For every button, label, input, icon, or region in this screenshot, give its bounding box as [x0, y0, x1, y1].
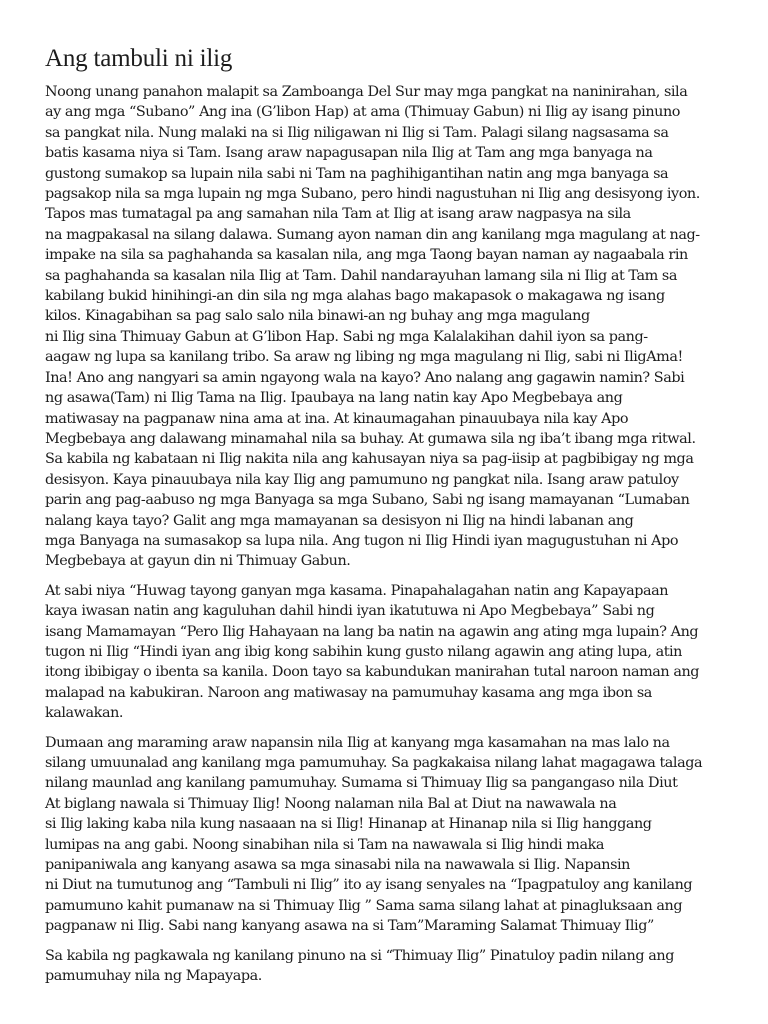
- text-line: At sabi niya “Huwag tayong ganyan mga kasama. Pinapahalagahan natin ang Kapayapaan: [45, 582, 669, 599]
- text-line: sa paghahanda sa kasalan nila Ilig at Tam. Dahil nandarayuhan lamang sila ni Ilig at Tam sa: [45, 267, 677, 284]
- text-line: pagsakop nila sa mga lupain ng mga Subano, pero hindi nagustuhan ni Ilig ang desisyong iyon.: [45, 186, 700, 203]
- text-line: itong ibibigay o ibenta sa kanila. Doon tayo sa kabundukan manirahan tutal naroon naman ang: [45, 664, 700, 681]
- text-line: kabilang bukid hinihingi-an din sila ng mga alahas bago makapasok o makagawa ng isang: [45, 288, 665, 305]
- text-line: sa pangkat nila. Nung malaki na si Ilig niligawan ni Ilig si Tam. Palagi silang nagsasama sa: [45, 124, 669, 141]
- text-line: panipaniwala ang kanyang asawa sa mga sinasabi nila na nawawala si Ilig. Napansin: [45, 857, 630, 874]
- text-line: At biglang nawala si Thimuay Ilig! Noong nalaman nila Bal at Diut na nawawala na: [45, 795, 617, 812]
- text-line: Dumaan ang maraming araw napansin nila Ilig at kanyang mga kasamahan na mas lalo na: [45, 734, 670, 751]
- text-line: Tapos mas tumatagal pa ang samahan nila Tam at Ilig at isang araw nagpasya na sila: [45, 206, 631, 223]
- text-line: malapad na kabukiran. Naroon ang matiwasay na pamumuhay kasama ang mga ibon sa: [45, 684, 652, 701]
- text-line: ng asawa(Tam) ni Ilig Tama na Ilig. Ipaubaya na lang natin kay Apo Megbebaya ang: [45, 390, 623, 407]
- text-line: Megbebaya ang dalawang minamahal nila sa buhay. At gumawa sila ng iba’t ibang mga ritwal.: [45, 430, 696, 447]
- text-line: Ina! Ano ang nangyari sa amin ngayong wala na kayo? Ano nalang ang gagawin namin? Sabi: [45, 369, 685, 386]
- text-line: batis kasama niya si Tam. Isang araw napagusapan nila Ilig at Tam ang mga banyaga na: [45, 145, 653, 162]
- text-line: pamumuhay nila ng Mapayapa.: [45, 968, 262, 985]
- text-line: Megbebaya at gayun din ni Thimuay Gabun.: [45, 553, 351, 570]
- text-line: desisyon. Kaya pinauubaya nila kay Ilig ang pamumuno ng pangkat nila. Isang araw patuloy: [45, 471, 679, 488]
- text-line: parin ang pag-aabuso ng mga Banyaga sa mga Subano, Sabi ng isang mamayanan “Lumaban: [45, 492, 690, 509]
- text-line: kalawakan.: [45, 705, 124, 722]
- text-line: na magpakasal na silang dalawa. Sumang ayon naman din ang kanilang mga magulang at nag-: [45, 226, 700, 243]
- text-line: ay ang mga “Subano” Ang ina (G’libon Hap) at ama (Thimuay Gabun) ni Ilig ay isang pinuno: [45, 104, 680, 121]
- text-line: kilos. Kinagabihan sa pag salo salo nila binawi-an ng buhay ang mga magulang: [45, 308, 590, 325]
- text-line: pamumuno kahit pumanaw na si Thimuay Ilig ” Sama sama silang lahat at pinagluksaan ang: [45, 897, 683, 914]
- paragraph: [45, 946, 729, 987]
- text-line: nalang kaya tayo? Galit ang mga mamayanan sa desisyon ni Ilig na hindi labanan ang: [45, 512, 634, 529]
- text-line: Sa kabila ng kabataan ni Ilig nakita nila ang kahusayan niya sa pag-iisip at pagbibigay ng mga: [45, 451, 694, 468]
- document-title: Ang tambuli ni ilig: [45, 45, 233, 72]
- text-line: silang umuunalad ang kanilang mga pamumuhay. Sa pagkakaisa nilang lahat magagawa talaga: [45, 755, 703, 771]
- text-line: ni Ilig sina Thimuay Gabun at G’libon Hap. Sabi ng mga Kalalakihan dahil iyon sa pang-: [45, 328, 648, 345]
- text-line: lumipas na ang gabi. Noong sinabihan nila si Tam na nawawala si Ilig hindi maka: [45, 836, 605, 853]
- paragraph: [45, 82, 729, 572]
- text-line: tugon ni Ilig “Hindi iyan ang ibig kong sabihin kung gusto nilang agawin ang ating lupa, atin: [45, 643, 682, 660]
- text-line: impake na sila sa paghahanda sa kasalan nila, ang mga Taong bayan naman ay nagaabala rin: [45, 247, 688, 264]
- document-page: [45, 42, 729, 995]
- text-line: nilang maunlad ang kanilang pamumuhay. Sumama si Thimuay Ilig sa pangangaso nila Diut: [45, 775, 678, 792]
- text-line: aagaw ng lupa sa kanilang tribo. Sa araw ng libing ng mga magulang ni Ilig, sabi ni IligAma!: [45, 349, 683, 366]
- text-line: ni Diut na tumutunog ang “Tambuli ni Ilig” ito ay isang senyales na “Ipagpatuloy ang kanilang: [45, 877, 693, 894]
- text-line: Noong unang panahon malapit sa Zamboanga Del Sur may mga pangkat na naninirahan, sila: [45, 84, 688, 100]
- text-line: mga Banyaga na sumasakop sa lupa nila. Ang tugon ni Ilig Hindi iyan magugustuhan ni Apo: [45, 532, 679, 549]
- paragraph: [45, 581, 729, 724]
- text-line: matiwasay na pagpanaw nina ama at ina. At kinaumagahan pinauubaya nila kay Apo: [45, 410, 629, 427]
- paragraph: [45, 733, 729, 937]
- text-line: gustong sumakop sa lupain nila sabi ni Tam na paghihigantihan natin ang mga banyaga sa: [45, 165, 669, 182]
- document-body: [45, 82, 729, 986]
- text-line: Sa kabila ng pagkawala ng kanilang pinuno na si “Thimuay Ilig” Pinatuloy padin nilang ang: [45, 947, 674, 964]
- text-line: kaya iwasan natin ang kaguluhan dahil hindi iyan ikatutuwa ni Apo Megbebaya” Sabi ng: [45, 603, 655, 620]
- text-line: isang Mamamayan “Pero Ilig Hahayaan na lang ba natin na agawin ang ating mga lupain? Ang: [45, 623, 699, 640]
- text-line: pagpanaw ni Ilig. Sabi nang kanyang asawa na si Tam”Maraming Salamat Thimuay Ilig”: [45, 918, 654, 935]
- text-line: si Ilig laking kaba nila kung nasaaan na si Ilig! Hinanap at Hinanap nila si Ilig hanggang: [45, 816, 652, 833]
